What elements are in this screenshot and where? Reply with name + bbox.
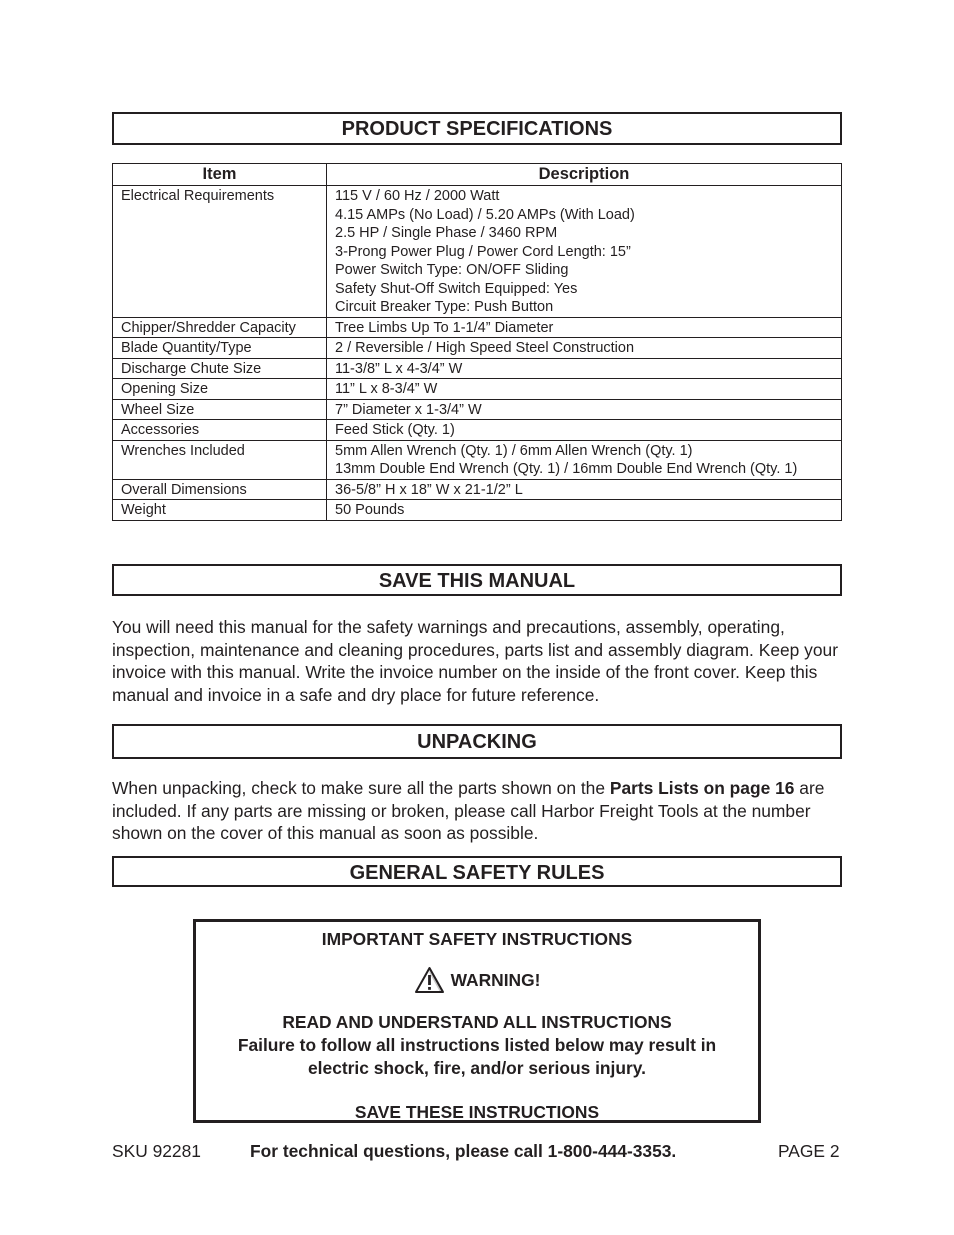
item-column-header: Item: [113, 164, 327, 186]
spec-item-cell: Weight: [113, 500, 327, 521]
spec-description-cell: [327, 500, 842, 521]
product-specifications-heading: PRODUCT SPECIFICATIONS: [112, 112, 842, 145]
unpacking-heading: UNPACKING: [112, 724, 842, 759]
spec-description-line: 4.15 AMPs (No Load) / 5.20 AMPs (With Load): [335, 206, 635, 223]
table-row: [113, 358, 842, 379]
spec-description-line: 7” Diameter x 1-3/4” W: [335, 401, 482, 418]
table-row: [113, 317, 842, 338]
spec-description-line: 11-3/8” L x 4-3/4” W: [335, 360, 463, 377]
spec-description-line: Circuit Breaker Type: Push Button: [335, 299, 554, 315]
spec-item-cell: Discharge Chute Size: [113, 358, 327, 379]
unpacking-paragraph: [112, 777, 846, 845]
footer-page-number: PAGE 2: [778, 1141, 840, 1161]
spec-description-line: 36-5/8” H x 18” W x 21-1/2” L: [335, 481, 523, 498]
table-row: [113, 399, 842, 420]
table-row: [113, 500, 842, 521]
spec-description-line: 3-Prong Power Plug / Power Cord Length: 15”: [335, 243, 631, 260]
table-row: [113, 338, 842, 359]
table-header-row: [113, 164, 842, 186]
spec-description-line: Feed Stick (Qty. 1): [335, 422, 455, 438]
unpacking-text-start: When unpacking, check to make sure all the parts shown on the: [112, 778, 610, 798]
footer-technical-contact: For technical questions, please call 1-800-444-3353.: [250, 1141, 677, 1161]
save-this-manual-heading: SAVE THIS MANUAL: [112, 564, 842, 596]
spec-description-line: 2 / Reversible / High Speed Steel Construction: [335, 340, 635, 356]
save-instructions-line: SAVE THESE INSTRUCTIONS: [354, 1102, 600, 1122]
spec-description-cell: [327, 317, 842, 338]
footer-sku: SKU 92281: [112, 1141, 201, 1161]
spec-item-cell: Wheel Size: [113, 399, 327, 420]
spec-item-cell: Blade Quantity/Type: [113, 338, 327, 359]
spec-description-cell: [327, 420, 842, 441]
spec-item-cell: Opening Size: [113, 379, 327, 400]
table-row: [113, 379, 842, 400]
failure-line-1: Failure to follow all instructions listed below may result in: [237, 1035, 717, 1055]
spec-item-cell: Electrical Requirements: [113, 186, 327, 318]
unpacking-text-end: are included. If any parts are missing or broken, please call Harbor Freight Tools at the number shown on the cover of this manual as soon as possible.: [112, 778, 825, 844]
spec-description-cell: [327, 338, 842, 359]
important-safety-title: IMPORTANT SAFETY INSTRUCTIONS: [321, 929, 633, 949]
spec-description-cell: [327, 379, 842, 400]
spec-description-cell: [327, 479, 842, 500]
spec-description-cell: [327, 440, 842, 479]
spec-description-line: 50 Pounds: [335, 502, 405, 518]
spec-item-cell: Chipper/Shredder Capacity: [113, 317, 327, 338]
table-row: [113, 479, 842, 500]
table-row: [113, 440, 842, 479]
specifications-table: [112, 163, 842, 521]
read-understand-line: READ AND UNDERSTAND ALL INSTRUCTIONS: [282, 1012, 672, 1032]
save-manual-paragraph: You will need this manual for the safety warnings and precautions, assembly, operating, inspection, maintenance and cleaning procedures, parts list and assembly diagram. Keep your invoice with this manual. Write the invoice number on the inside of the front cover. Keep this manual and invoice in a safe and dry place for future reference.: [112, 617, 838, 706]
warning-label: WARNING!: [450, 969, 541, 990]
failure-line-2: electric shock, fire, and/or serious injury.: [308, 1058, 646, 1078]
spec-description-cell: [327, 186, 842, 318]
spec-description-line: 115 V / 60 Hz / 2000 Watt: [335, 188, 500, 204]
spec-description-line: 2.5 HP / Single Phase / 3460 RPM: [335, 225, 558, 241]
table-row: [113, 420, 842, 441]
spec-description-line: Safety Shut-Off Switch Equipped: Yes: [335, 280, 578, 297]
warning-triangle-icon: [414, 966, 445, 994]
general-safety-rules-heading: GENERAL SAFETY RULES: [112, 856, 842, 887]
spec-description-line: Tree Limbs Up To 1-1/4” Diameter: [335, 319, 554, 336]
spec-item-cell: Accessories: [113, 420, 327, 441]
spec-description-line: Power Switch Type: ON/OFF Sliding: [335, 262, 569, 278]
spec-description-cell: [327, 399, 842, 420]
spec-description-line: 11” L x 8-3/4” W: [335, 381, 438, 397]
safety-warning-box: [193, 919, 761, 1123]
table-row: [113, 186, 842, 318]
spec-item-cell: Overall Dimensions: [113, 479, 327, 500]
parts-list-reference: Parts Lists on page 16: [609, 778, 795, 798]
spec-description-cell: [327, 358, 842, 379]
warning-row: [196, 966, 758, 999]
spec-item-cell: Wrenches Included: [113, 440, 327, 479]
spec-description-line: 13mm Double End Wrench (Qty. 1) / 16mm Double End Wrench (Qty. 1): [335, 461, 798, 477]
spec-description-line: 5mm Allen Wrench (Qty. 1) / 6mm Allen Wrench (Qty. 1): [335, 442, 693, 459]
description-column-header: Description: [327, 164, 842, 186]
